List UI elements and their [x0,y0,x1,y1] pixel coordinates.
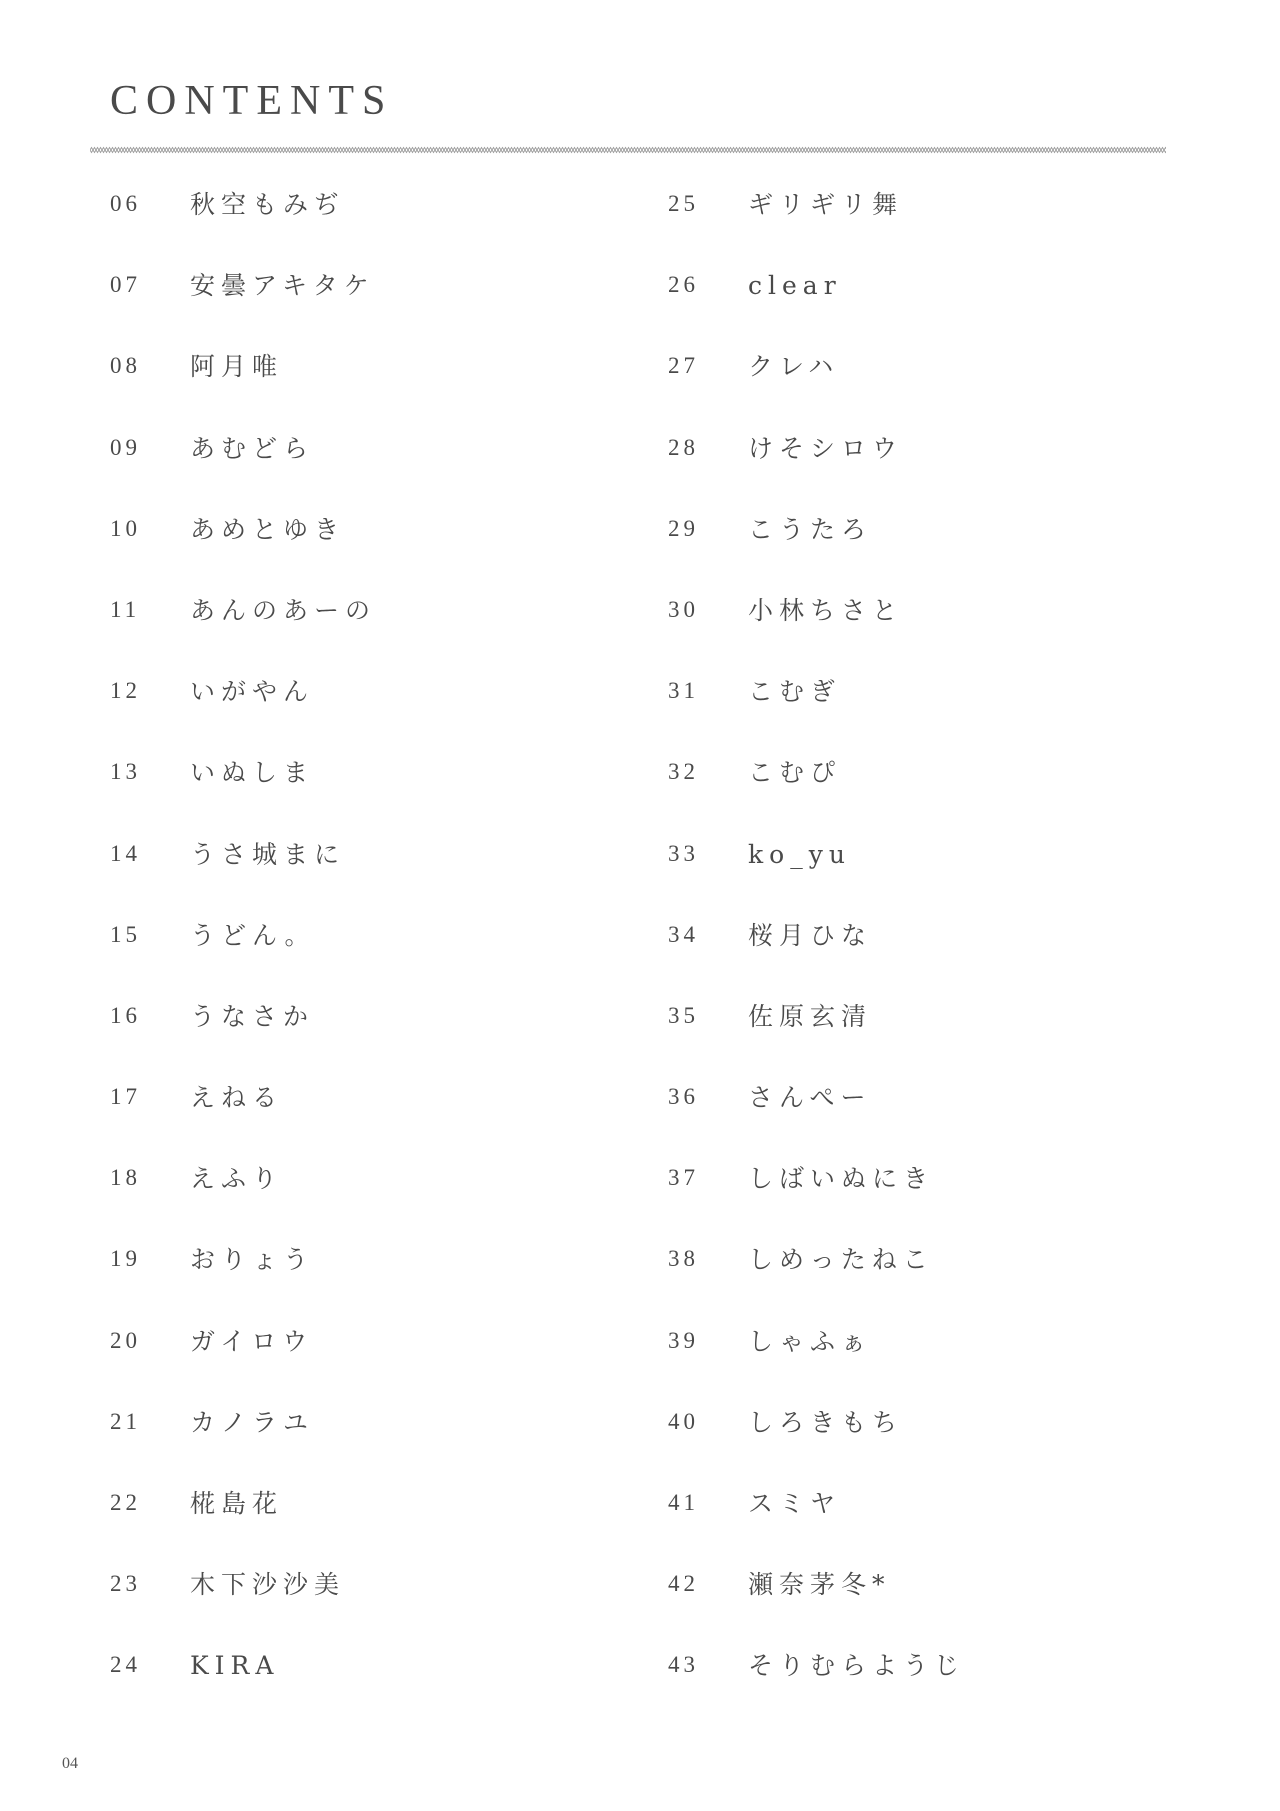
toc-page-number: 42 [668,1571,699,1597]
toc-entry[interactable] [668,1570,965,1651]
toc-page-number: 28 [668,434,699,460]
toc-artist-name: 木下沙沙美 [190,1570,346,1600]
toc-page-number: 36 [668,1084,699,1110]
toc-entry[interactable] [110,840,376,921]
toc-page-number: 31 [668,678,699,704]
toc-page-number: 30 [668,596,699,622]
toc-artist-name: いがやん [190,677,315,707]
toc-entry[interactable] [110,758,376,839]
toc-entry[interactable] [668,1489,965,1570]
page-title: CONTENTS [110,78,394,124]
toc-artist-name: さんぺー [748,1083,872,1113]
toc-page-number: 24 [110,1652,141,1678]
toc-column-left [110,190,376,1733]
toc-entry[interactable] [668,271,965,352]
toc-artist-name: ギリギリ舞 [748,190,904,219]
toc-entry[interactable] [110,921,376,1002]
toc-entry[interactable] [110,1002,376,1083]
toc-page-number: 16 [110,1002,141,1028]
toc-artist-name: clear [748,271,842,301]
toc-artist-name: ガイロウ [190,1326,314,1356]
toc-page-number: 23 [110,1571,141,1597]
toc-page-number: 35 [668,1002,699,1028]
toc-page-number: 20 [110,1327,141,1353]
toc-artist-name: そりむらようじ [748,1651,966,1681]
toc-page-number: 09 [110,434,141,460]
toc-entry[interactable] [668,434,965,515]
toc-artist-name: うさ城まに [190,839,346,869]
toc-page-number: 17 [110,1084,141,1110]
toc-artist-name: しろきもち [748,1407,904,1437]
toc-page-number: 38 [668,1246,699,1272]
toc-artist-name: しばいぬにき [748,1164,935,1194]
toc-artist-name: 小林ちさと [748,595,904,625]
toc-page-number: 26 [668,272,699,298]
toc-entry[interactable] [668,515,965,596]
toc-page-number: 33 [668,840,699,866]
toc-artist-name: あんのあーの [190,595,377,625]
toc-entry[interactable] [110,596,376,677]
toc-entry[interactable] [110,1570,376,1651]
toc-artist-name: 佐原玄清 [748,1001,873,1031]
toc-artist-name: クレハ [748,352,840,382]
toc-entry[interactable] [668,1245,965,1326]
toc-artist-name: 秋空もみぢ [190,190,346,219]
page-number: 04 [62,1755,78,1772]
toc-page-number: 27 [668,353,699,379]
toc-page-number: 32 [668,759,699,785]
toc-artist-name: 安曇アキタケ [190,271,375,301]
toc-entry[interactable] [110,1651,376,1732]
toc-artist-name: うどん。 [190,920,316,950]
toc-entry[interactable] [110,1327,376,1408]
toc-entry[interactable] [668,758,965,839]
toc-artist-name: えふり [190,1164,284,1194]
toc-entry[interactable] [668,921,965,1002]
toc-artist-name: あめとゆき [190,514,346,544]
toc-artist-name: えねる [190,1083,284,1113]
toc-entry[interactable] [110,1408,376,1489]
toc-artist-name: けそシロウ [748,433,904,463]
toc-entry[interactable] [110,434,376,515]
toc-entry[interactable] [110,1489,376,1570]
toc-page-number: 43 [668,1652,699,1678]
toc-entry[interactable] [668,190,965,271]
toc-artist-name: 瀬奈茅冬* [748,1570,891,1600]
toc-page-number: 39 [668,1327,699,1353]
toc-page-number: 29 [668,515,699,541]
toc-page-number: 06 [110,191,141,216]
toc-page-number: 25 [668,191,699,216]
toc-entry[interactable] [110,1083,376,1164]
toc-entry[interactable] [668,1651,965,1732]
toc-entry[interactable] [668,352,965,433]
toc-page-number: 12 [110,678,141,704]
toc-entry[interactable] [668,1164,965,1245]
toc-page-number: 13 [110,759,141,785]
toc-page-number: 40 [668,1408,699,1434]
toc-page-number: 18 [110,1165,141,1191]
toc-artist-name: しめったねこ [748,1245,934,1275]
toc-artist-name: こむぎ [748,677,842,707]
toc-entry[interactable] [668,1327,965,1408]
toc-page-number: 22 [110,1490,141,1515]
toc-entry[interactable] [110,190,376,271]
toc-entry[interactable] [668,1408,965,1489]
toc-page-number: 41 [668,1490,699,1515]
decorative-wave-rule [90,146,1166,154]
toc-entry[interactable] [110,677,376,758]
toc-artist-name: いぬしま [190,758,315,788]
toc-entry[interactable] [110,352,376,433]
toc-artist-name: 阿月唯 [190,352,284,382]
toc-artist-name: カノラユ [190,1407,315,1437]
toc-entry[interactable] [668,596,965,677]
toc-artist-name: あむどら [190,433,315,463]
toc-page-number: 34 [668,921,699,947]
toc-page-number: 37 [668,1165,699,1191]
toc-page-number: 10 [110,515,141,541]
toc-artist-name: ko_yu [748,839,851,869]
toc-artist-name: 桜月ひな [748,920,873,950]
toc-artist-name: こうたろ [748,514,873,544]
toc-page-number: 14 [110,840,141,866]
toc-artist-name: スミヤ [748,1489,842,1518]
toc-artist-name: しゃふぁ [748,1326,873,1356]
toc-artist-name: うなさか [190,1001,315,1031]
toc-artist-name: KIRA [190,1651,280,1681]
toc-page-number: 21 [110,1408,141,1434]
toc-page-number: 15 [110,921,141,947]
toc-entry[interactable] [668,1083,965,1164]
toc-entry[interactable] [110,515,376,596]
toc-entry[interactable] [668,1002,965,1083]
toc-entry[interactable] [110,271,376,352]
toc-entry[interactable] [668,677,965,758]
toc-page-number: 07 [110,272,141,298]
toc-column-right [668,190,965,1733]
toc-artist-name: おりょう [190,1245,315,1275]
toc-artist-name: 椛島花 [190,1489,284,1518]
toc-page-number: 08 [110,353,141,379]
toc-page-number: 11 [110,596,141,622]
toc-entry[interactable] [668,840,965,921]
toc-entry[interactable] [110,1164,376,1245]
toc-artist-name: こむぴ [748,758,842,788]
toc-entry[interactable] [110,1245,376,1326]
toc-page-number: 19 [110,1246,141,1272]
